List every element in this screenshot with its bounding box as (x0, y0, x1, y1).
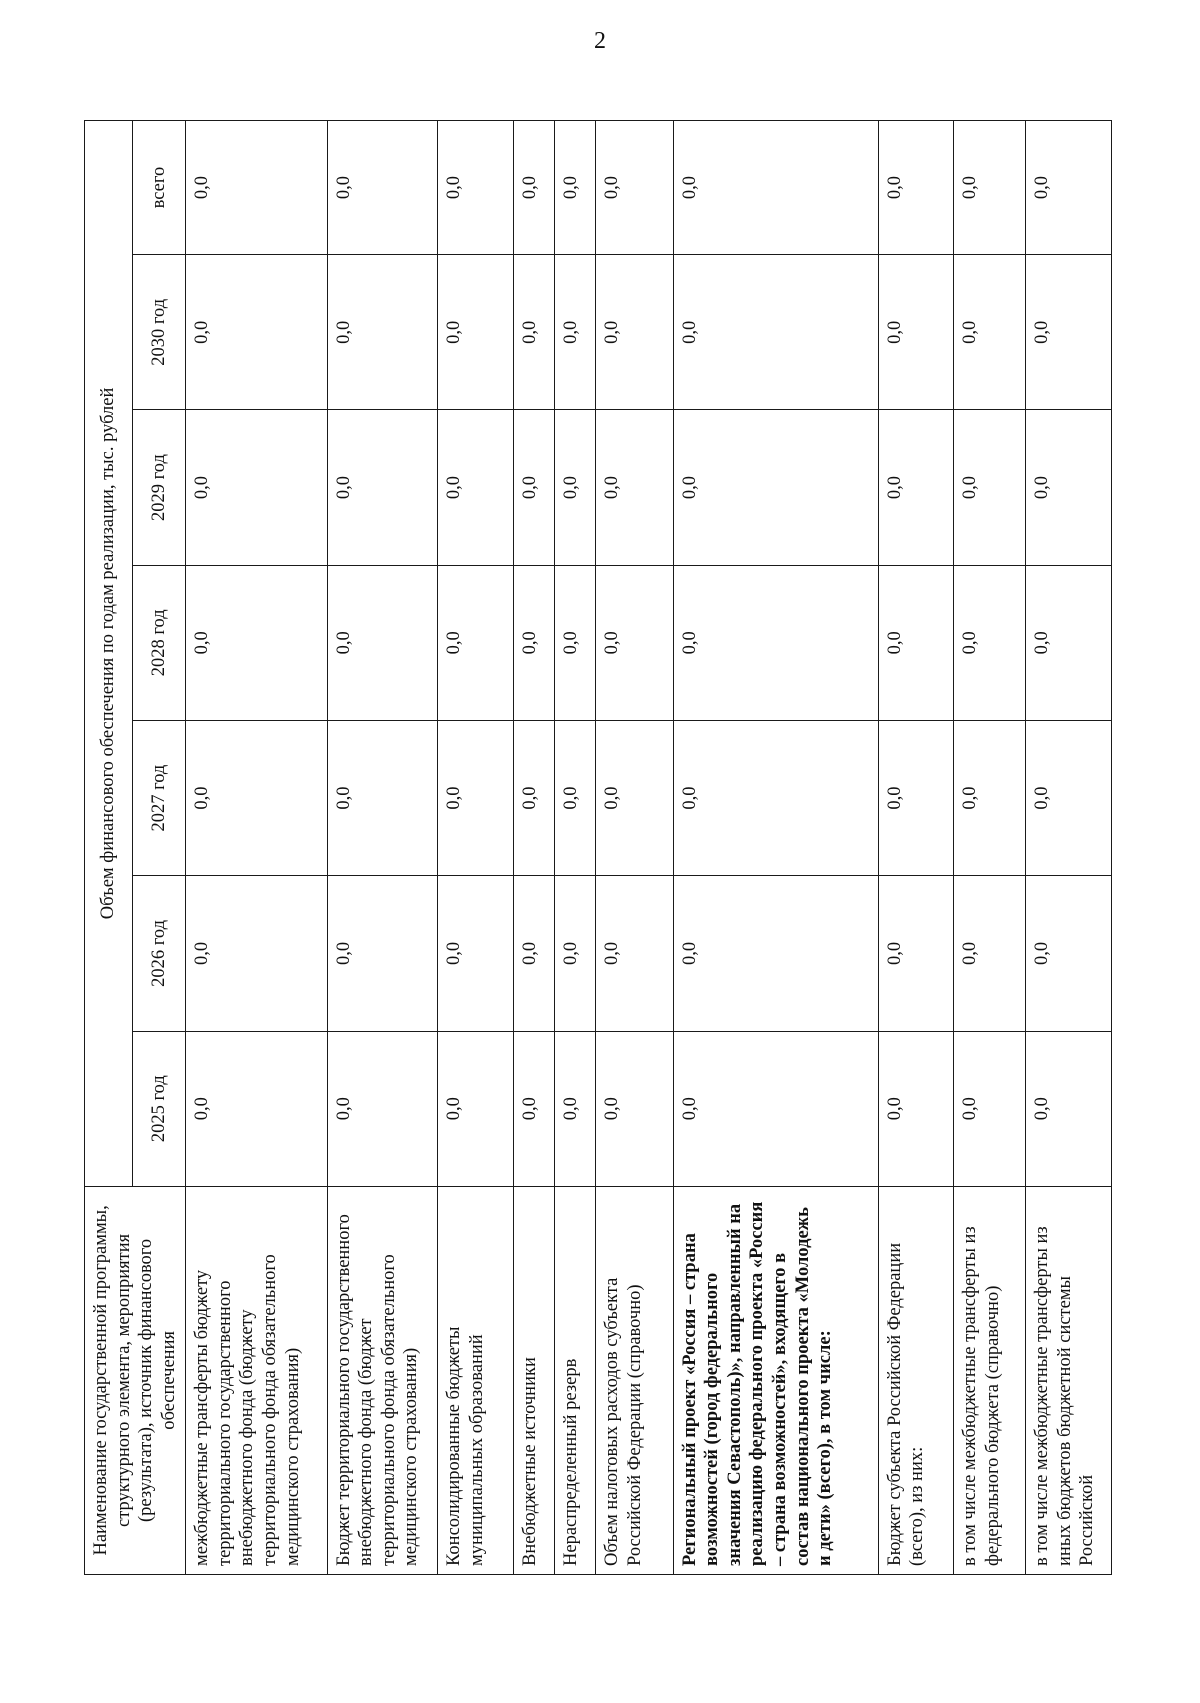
value-cell: 0,0 (878, 410, 954, 565)
value-cell: 0,0 (878, 720, 954, 875)
value-cell: 0,0 (186, 720, 327, 875)
row-label: межбюджетные трансферты бюджету территориального государственного внебюджетного фонда (бюджету территориального фонда обязательного медицинского страхования) (186, 1186, 327, 1574)
value-cell: 0,0 (438, 720, 514, 875)
value-cell: 0,0 (514, 565, 555, 720)
value-cell: 0,0 (673, 410, 878, 565)
table-header-row (85, 121, 133, 1575)
value-cell: 0,0 (438, 255, 514, 410)
value-cell: 0,0 (1026, 410, 1112, 565)
table-row (954, 121, 1026, 1575)
value-cell: 0,0 (878, 1031, 954, 1186)
value-cell: 0,0 (1026, 720, 1112, 875)
row-label: Региональный проект «Россия – страна возможностей (город федерального значения Севастополь)», направленный на реализацию федерального проекта «Россия – страна возможностей», входящего в состав национального проекта «Молодежь и дети» (всего), в том числе: (673, 1186, 878, 1574)
value-cell: 0,0 (673, 1031, 878, 1186)
table-row (878, 121, 954, 1575)
value-cell: 0,0 (186, 410, 327, 565)
value-cell: 0,0 (1026, 1031, 1112, 1186)
row-label: Бюджет территориального государственного внебюджетного фонда (бюджет территориального фонда обязательного медицинского страхования) (327, 1186, 438, 1574)
value-cell: 0,0 (438, 121, 514, 255)
value-cell: 0,0 (673, 255, 878, 410)
value-cell: 0,0 (954, 1031, 1026, 1186)
year-column-header: 2029 год (132, 410, 186, 565)
value-cell: 0,0 (186, 121, 327, 255)
value-cell: 0,0 (595, 720, 673, 875)
value-cell: 0,0 (954, 720, 1026, 875)
value-cell: 0,0 (514, 720, 555, 875)
table-row (673, 121, 878, 1575)
value-cell: 0,0 (878, 121, 954, 255)
value-cell: 0,0 (595, 121, 673, 255)
table-row (438, 121, 514, 1575)
value-cell: 0,0 (595, 1031, 673, 1186)
row-label: Консолидированные бюджеты муниципальных образований (438, 1186, 514, 1574)
value-cell: 0,0 (327, 565, 438, 720)
table-row (327, 121, 438, 1575)
value-cell: 0,0 (554, 1031, 595, 1186)
value-cell: 0,0 (554, 410, 595, 565)
row-label: Бюджет субъекта Российской Федерации (всего), из них: (878, 1186, 954, 1574)
value-cell: 0,0 (673, 876, 878, 1031)
row-label: в том числе межбюджетные трансферты из иных бюджетов бюджетной системы Российской (1026, 1186, 1112, 1574)
value-cell: 0,0 (327, 121, 438, 255)
value-cell: 0,0 (1026, 255, 1112, 410)
value-cell: 0,0 (595, 410, 673, 565)
value-cell: 0,0 (554, 876, 595, 1031)
value-cell: 0,0 (186, 876, 327, 1031)
value-cell: 0,0 (327, 876, 438, 1031)
year-column-header: 2026 год (132, 876, 186, 1031)
value-cell: 0,0 (514, 255, 555, 410)
table-row (554, 121, 595, 1575)
year-column-header: 2028 год (132, 565, 186, 720)
value-cell: 0,0 (438, 410, 514, 565)
value-cell: 0,0 (554, 720, 595, 875)
value-cell: 0,0 (438, 876, 514, 1031)
value-cell: 0,0 (327, 410, 438, 565)
value-cell: 0,0 (186, 255, 327, 410)
value-cell: 0,0 (1026, 565, 1112, 720)
value-cell: 0,0 (514, 1031, 555, 1186)
value-cell: 0,0 (878, 565, 954, 720)
value-cell: 0,0 (673, 565, 878, 720)
value-cell: 0,0 (673, 121, 878, 255)
value-cell: 0,0 (514, 410, 555, 565)
row-label: Внебюджетные источники (514, 1186, 555, 1574)
value-cell: 0,0 (554, 565, 595, 720)
year-column-header: 2027 год (132, 720, 186, 875)
value-cell: 0,0 (514, 121, 555, 255)
value-cell: 0,0 (954, 255, 1026, 410)
value-cell: 0,0 (1026, 876, 1112, 1031)
year-column-header: 2030 год (132, 255, 186, 410)
rotated-table-container (84, 120, 1111, 1575)
value-cell: 0,0 (954, 876, 1026, 1031)
name-column-header: Наименование государственной программы, структурного элемента, мероприятия (результата), источник финансового обеспечения (85, 1186, 186, 1574)
year-column-header: всего (132, 121, 186, 255)
value-cell: 0,0 (186, 1031, 327, 1186)
value-cell: 0,0 (1026, 121, 1112, 255)
value-cell: 0,0 (327, 255, 438, 410)
financing-volume-header: Объем финансового обеспечения по годам реализации, тыс. рублей (85, 121, 133, 1187)
value-cell: 0,0 (673, 720, 878, 875)
table-row (514, 121, 555, 1575)
table-row (595, 121, 673, 1575)
value-cell: 0,0 (595, 876, 673, 1031)
value-cell: 0,0 (595, 565, 673, 720)
value-cell: 0,0 (954, 121, 1026, 255)
value-cell: 0,0 (327, 1031, 438, 1186)
value-cell: 0,0 (554, 255, 595, 410)
table-body (186, 121, 1112, 1575)
value-cell: 0,0 (327, 720, 438, 875)
value-cell: 0,0 (514, 876, 555, 1031)
value-cell: 0,0 (878, 876, 954, 1031)
page-number: 2 (594, 28, 606, 54)
table-row (1026, 121, 1112, 1575)
row-label: Нераспределенный резерв (554, 1186, 595, 1574)
value-cell: 0,0 (438, 1031, 514, 1186)
row-label: в том числе межбюджетные трансферты из федерального бюджета (справочно) (954, 1186, 1026, 1574)
financing-table (84, 120, 1112, 1575)
row-label: Объем налоговых расходов субъекта Российской Федерации (справочно) (595, 1186, 673, 1574)
value-cell: 0,0 (595, 255, 673, 410)
value-cell: 0,0 (954, 410, 1026, 565)
year-column-header: 2025 год (132, 1031, 186, 1186)
table-row (186, 121, 327, 1575)
value-cell: 0,0 (554, 121, 595, 255)
value-cell: 0,0 (438, 565, 514, 720)
value-cell: 0,0 (878, 255, 954, 410)
value-cell: 0,0 (186, 565, 327, 720)
value-cell: 0,0 (954, 565, 1026, 720)
